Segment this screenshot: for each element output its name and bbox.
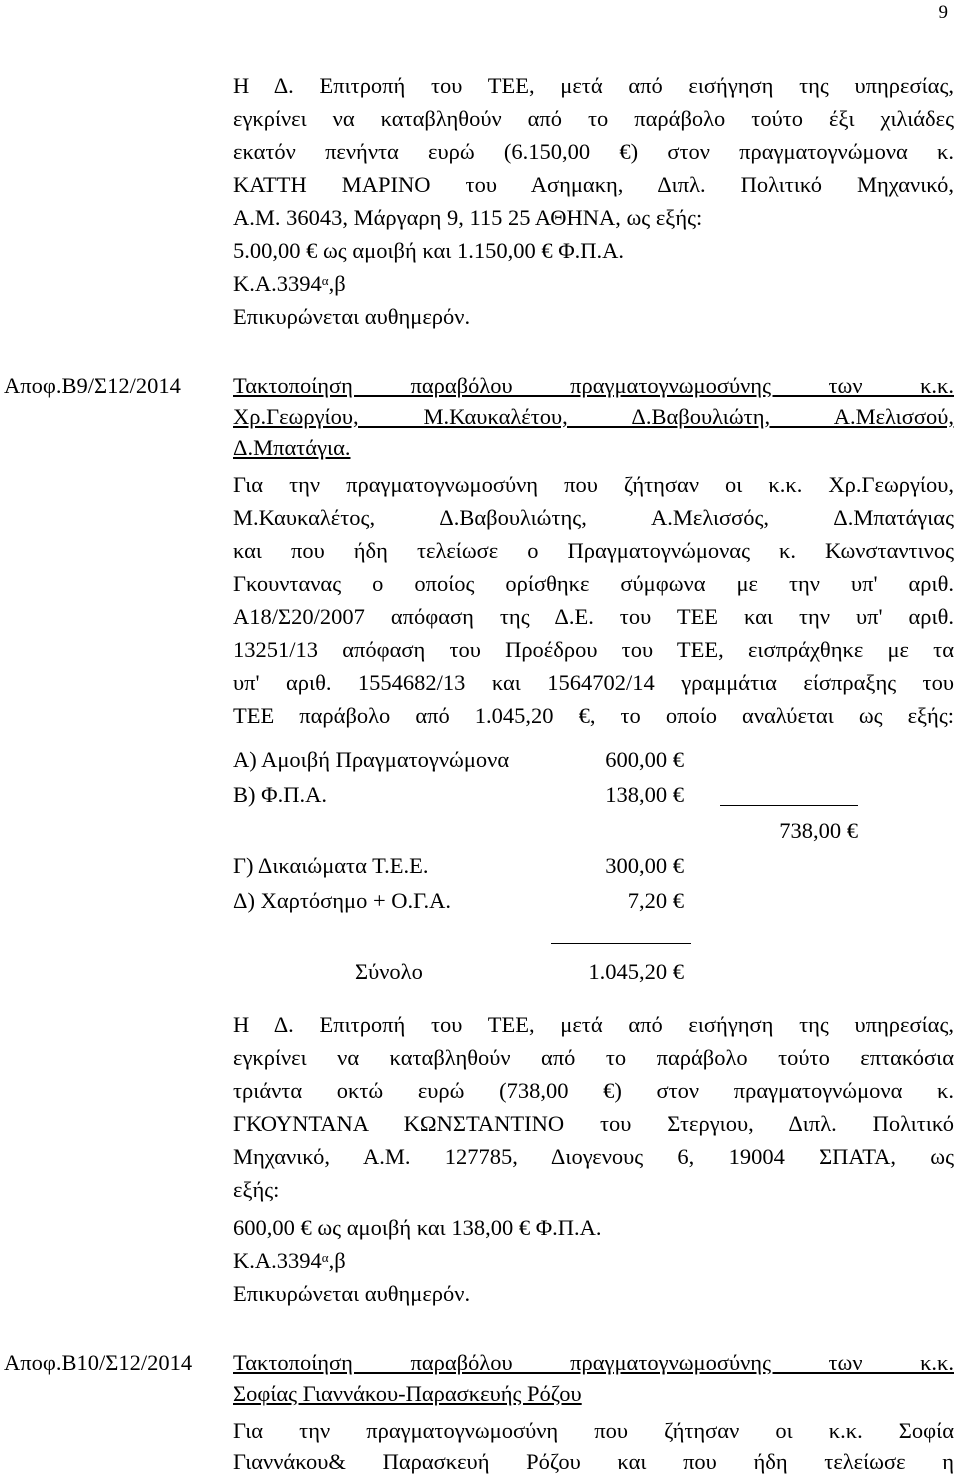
decision-b9-label: Αποφ.Β9/Σ12/2014 [4, 373, 181, 398]
b9-body-line: υπ' αριθ. 1554682/13 και 1564702/14 γραμμάτια είσπραξης του [233, 670, 954, 695]
prev-line: 5.00,00 € ως αμοιβή και 1.150,00 € Φ.Π.Α. [233, 238, 625, 263]
prev-line: εκατόν πενήντα ευρώ (6.150,00 €) στον πραγματογνώμονα κ. [233, 139, 954, 164]
subtotal-rule [720, 805, 858, 806]
b9-body-line: και που ήδη τελείωσε ο Πραγματογνώμονας κ. Κωνσταντινος [233, 538, 954, 563]
decision-b10-label: Αποφ.Β10/Σ12/2014 [4, 1350, 193, 1375]
breakdown-subtotal: 738,00 € [779, 818, 858, 843]
b9-approved: Επικυρώνεται αυθημερόν. [233, 1281, 471, 1306]
b9-body-line: Α18/Σ20/2007 απόφαση της Δ.Ε. του ΤΕΕ και την υπ' αριθ. [233, 604, 954, 629]
ka-sup: α [321, 1250, 329, 1265]
page-number: 9 [938, 2, 948, 23]
total-rule [551, 943, 691, 944]
breakdown-c-value: 300,00 € [605, 853, 684, 878]
ka-prefix: Κ.Α.3394 [233, 1248, 322, 1273]
b9-decision-line: ΓΚΟΥΝΤΑΝΑ ΚΩΝΣΤΑΝΤΙΝΟ του Στεργιου, Διπλ. Πολιτικό [233, 1111, 954, 1136]
prev-ka-code [233, 270, 346, 298]
b9-title-line: Χρ.Γεωργίου, Μ.Καυκαλέτου, Δ.Βαβουλιώτη, Α.Μελισσού, [233, 404, 954, 429]
prev-line: Α.Μ. 36043, Μάργαρη 9, 115 25 ΑΘΗΝΑ, ως εξής: [233, 205, 703, 230]
b9-decision-line: Μηχανικό, Α.Μ. 127785, Διογενους 6, 19004 ΣΠΑΤΑ, ως [233, 1144, 954, 1169]
prev-line: εγκρίνει να καταβληθούν από το παράβολο τούτο έξι χιλιάδες [233, 106, 954, 131]
b9-body-line: 13251/13 απόφαση του Προέδρου του ΤΕΕ, εισπράχθηκε με τα [233, 637, 954, 662]
b9-body-line: Μ.Καυκαλέτος, Δ.Βαβουλιώτης, Α.Μελισσός, Δ.Μπατάγιας [233, 505, 954, 530]
breakdown-c-label: Γ) Δικαιώματα Τ.Ε.Ε. [233, 853, 429, 878]
ka-prefix: Κ.Α.3394 [233, 271, 322, 296]
b9-body-line: ΤΕΕ παράβολο από 1.045,20 €, το οποίο αναλύεται ως εξής: [233, 703, 954, 728]
breakdown-d-label: Δ) Χαρτόσημο + Ο.Γ.Α. [233, 888, 451, 913]
b9-title-line: Δ.Μπατάγια. [233, 435, 351, 460]
prev-line: ΚΑΤΤΗ ΜΑΡΙΝΟ του Ασημακη, Διπλ. Πολιτικό Μηχανικό, [233, 172, 954, 197]
breakdown-b-label: Β) Φ.Π.Α. [233, 782, 327, 807]
breakdown-b-value: 138,00 € [605, 782, 684, 807]
breakdown-a-value: 600,00 € [605, 747, 684, 772]
b9-decision-line: Η Δ. Επιτροπή του ΤΕΕ, μετά από εισήγηση της υπηρεσίας, [233, 1012, 954, 1037]
b9-decision-line: τριάντα οκτώ ευρώ (738,00 €) στον πραγματογνώμονα κ. [233, 1078, 954, 1103]
b10-body-line: Για την πραγματογνωμοσύνη που ζήτησαν οι κ.κ. Σοφία [233, 1418, 954, 1443]
b9-decision-line: εγκρίνει να καταβληθούν από το παράβολο τούτο επτακόσια [233, 1045, 954, 1070]
b10-title-line: Σοφίας Γιαννάκου-Παρασκευής Ρόζου [233, 1381, 582, 1406]
b9-pay-line: 600,00 € ως αμοιβή και 138,00 € Φ.Π.Α. [233, 1215, 602, 1240]
b9-body-line: Για την πραγματογνωμοσύνη που ζήτησαν οι κ.κ. Χρ.Γεωργίου, [233, 472, 954, 497]
ka-suffix: ,β [328, 271, 346, 296]
breakdown-a-label: Α) Αμοιβή Πραγματογνώμονα [233, 747, 510, 772]
ka-sup: α [321, 273, 329, 288]
breakdown-d-value: 7,20 € [627, 888, 684, 913]
b9-ka-code [233, 1247, 346, 1275]
b10-body-line: Γιαννάκου& Παρασκευή Ρόζου και που ήδη τελείωσε η [233, 1449, 954, 1474]
breakdown-total-label: Σύνολο [355, 959, 423, 984]
prev-approved: Επικυρώνεται αυθημερόν. [233, 304, 471, 329]
prev-line: Η Δ. Επιτροπή του ΤΕΕ, μετά από εισήγηση της υπηρεσίας, [233, 73, 954, 98]
breakdown-total-value: 1.045,20 € [588, 959, 684, 984]
b9-title-line: Τακτοποίηση παραβόλου πραγματογνωμοσύνης των κ.κ. [233, 373, 954, 398]
b9-decision-line: εξής: [233, 1177, 280, 1202]
b10-title-line: Τακτοποίηση παραβόλου πραγματογνωμοσύνης των κ.κ. [233, 1350, 954, 1375]
b9-body-line: Γκουντανας ο οποίος ορίσθηκε σύμφωνα με την υπ' αριθ. [233, 571, 954, 596]
ka-suffix: ,β [328, 1248, 346, 1273]
